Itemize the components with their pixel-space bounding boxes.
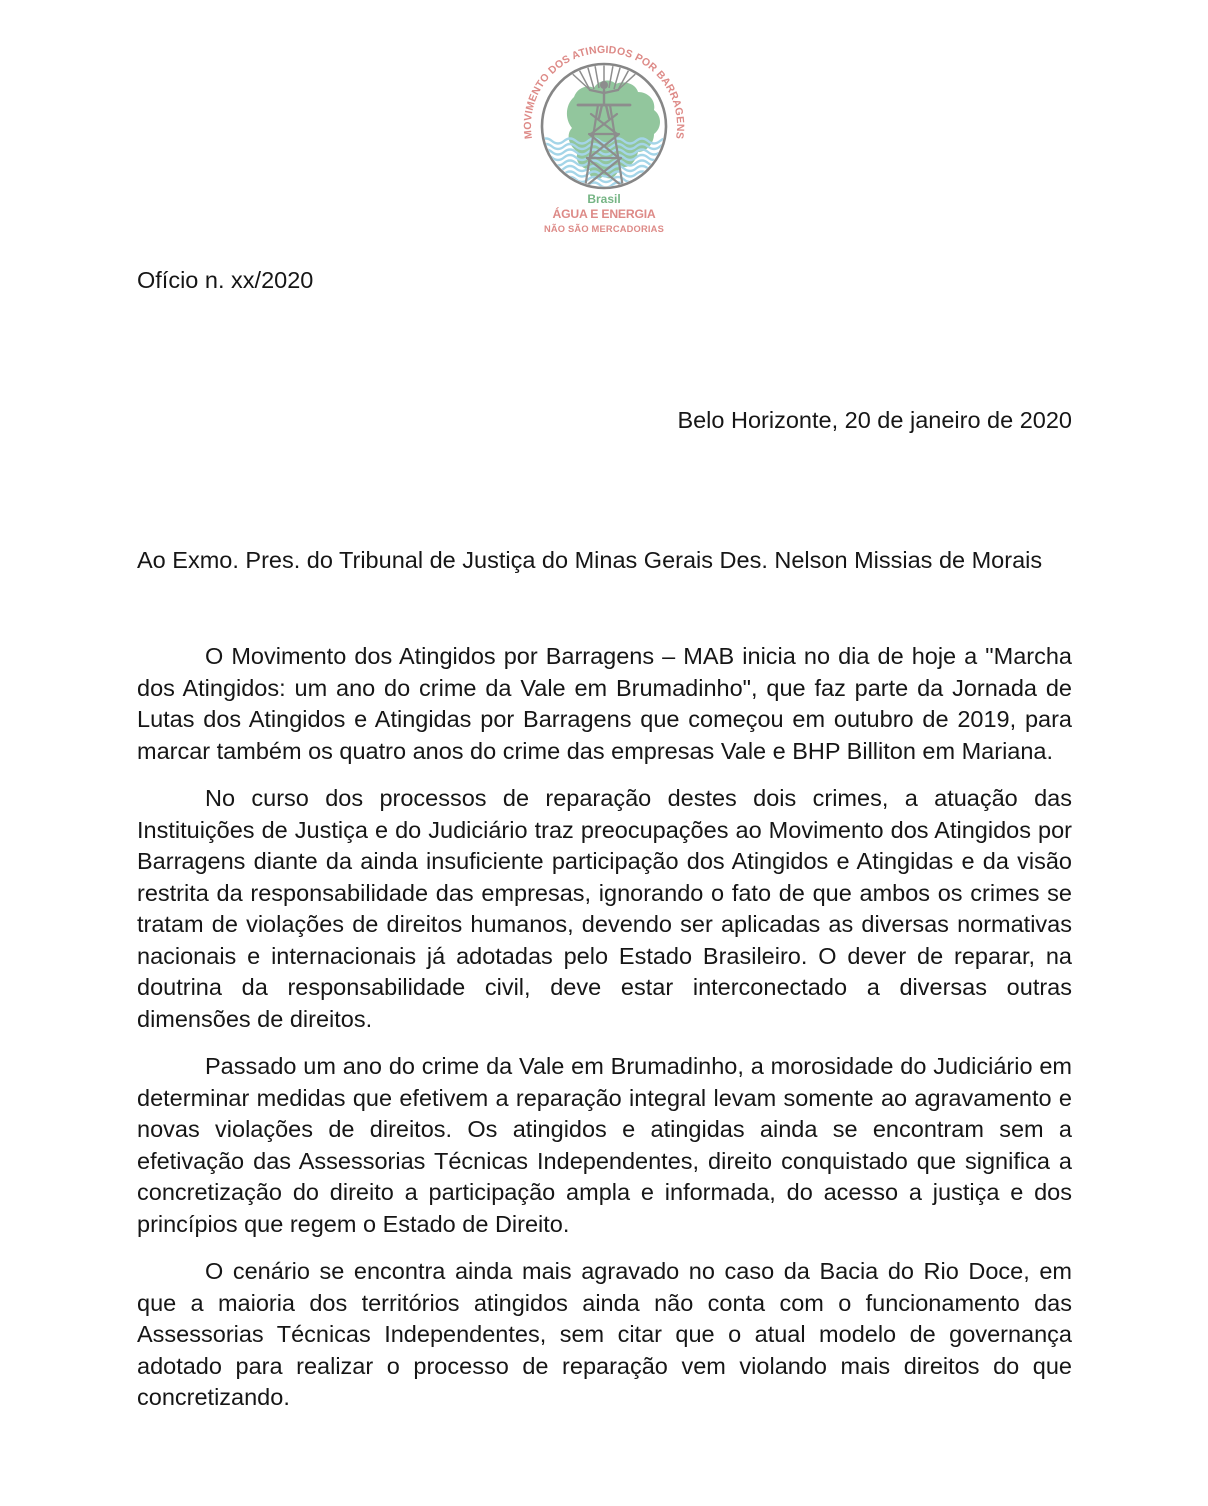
logo-slogan-line2: NÃO SÃO MERCADORIAS [543,224,665,234]
letter-paragraph: O Movimento dos Atingidos por Barragens – MAB inicia no dia de hoje a "Marcha dos Atingidos: um ano do crime da Vale em Brumadinho", que faz parte da Jornada de Lutas dos Atingidos e Atingidas por Barragens que começou em outubro de 2019, para marcar também os quatro anos do crime das empresas Vale e BHP Billiton em Mariana. [137,643,1072,764]
letter-paragraph: No curso dos processos de reparação destes dois crimes, a atuação das Instituições de Justiça e do Judiciário traz preocupações ao Movimento dos Atingidos por Barragens diante da ainda insuficiente participação dos Atingidos e Atingidas e da visão restrita da responsabilidade das empresas, ignorando o fato de que ambos os crimes se tratam de violações de direitos humanos, devendo ser aplicadas as diversas normativas nacionais e internacionais já adotadas pelo Estado Brasileiro. O dever de reparar, na doutrina da responsabilidade civil, deve estar interconectado a diversas outras dimensões de direitos. [137,785,1072,1032]
addressee-line: Ao Exmo. Pres. do Tribunal de Justiça do Minas Gerais Des. Nelson Missias de Morais [137,547,1043,573]
letter-body [137,641,1072,1430]
mab-logo-graphic [484,42,724,238]
letter-paragraph: O cenário se encontra ainda mais agravado no caso da Bacia do Rio Doce, em que a maioria dos territórios atingidos ainda não conta com o funcionamento das Assessorias Técnicas Independentes, sem citar que o atual modelo de governança adotado para realizar o processo de reparação vem violando mais direitos do que concretizando. [137,1258,1072,1410]
date-line: Belo Horizonte, 20 de janeiro de 2020 [677,407,1072,433]
logo-country-label: Brasil [587,192,621,206]
oficio-reference: Ofício n. xx/2020 [137,267,314,293]
logo-arc-text: MOVIMENTO DOS ATINGIDOS POR BARRAGENS [521,43,687,140]
logo-slogan-line1: ÁGUA E ENERGIA [552,207,656,221]
letter-paragraph: Passado um ano do crime da Vale em Brumadinho, a morosidade do Judiciário em determinar medidas que efetivem a reparação integral levam somente ao agravamento e novas violações de direitos. Os atingidos e atingidas ainda se encontram sem a efetivação das Assessorias Técnicas Independentes, direito conquistado que significa a concretização do direito a participação ampla e informada, do acesso a justiça e dos princípios que regem o Estado de Direito. [137,1053,1072,1237]
mab-logo [0,42,1208,243]
